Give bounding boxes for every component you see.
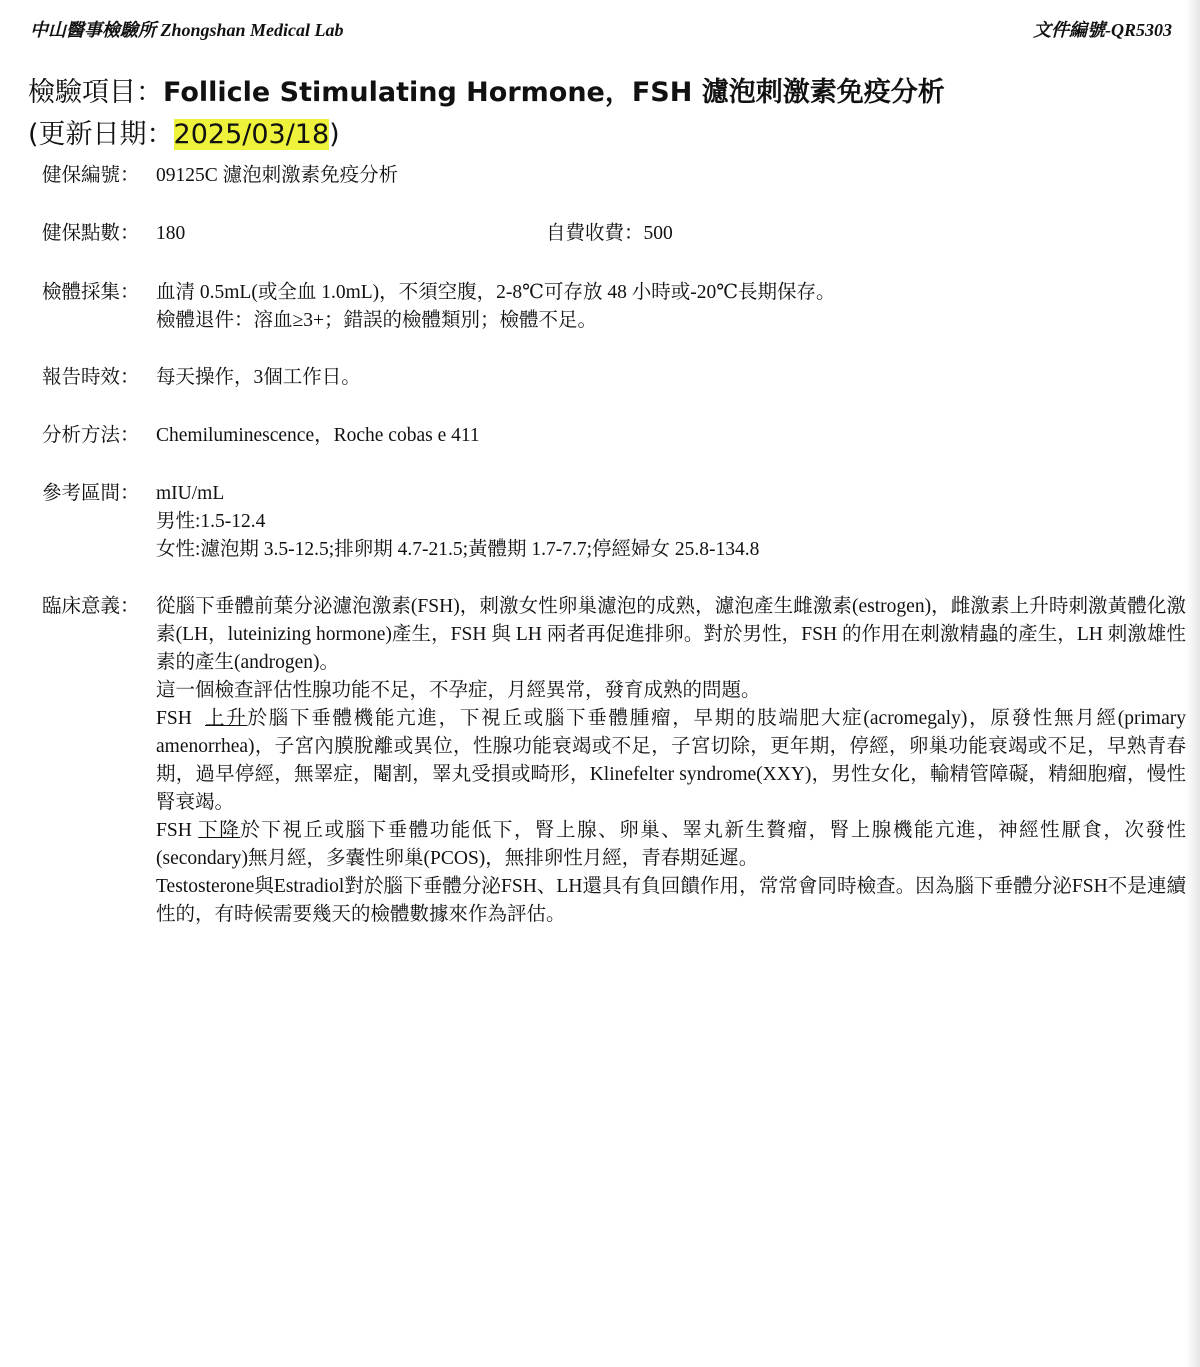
update-date-line [28, 112, 340, 151]
increase-keyword: 上升 [205, 708, 248, 729]
field-method [42, 422, 1186, 450]
field-clinical-significance [42, 593, 1186, 929]
clinical-paragraph-5: Testosterone與Estradiol對於腦下垂體分泌FSH、LH還具有負回饋作用，常常會同時檢查。因為腦下垂體分泌FSH不是連續性的，有時候需要幾天的檢體數據來作為評估。 [156, 876, 1186, 925]
increase-text: 於腦下垂體機能亢進，下視丘或腦下垂體腫瘤，早期的肢端肥大症(acromegaly)，原發性無月經(primary amenorrhea)，子宮內膜脫離或異位，性腺功能衰竭或不足，子宮切除，更年期，停經，卵巢功能衰竭或不足，早熟青春期，過早停經，無睪症，閹割，睪丸受損或畸形，Klinefelter syndrome(XXY)，男性女化，輸精管障礙，精細胞瘤，慢性腎衰竭。 [156, 708, 1186, 813]
specimen-line: 血清 0.5mL(或全血 1.0mL)，不須空腹，2-8℃可存放 48 小時或-20℃長期保存。 [156, 282, 836, 303]
field-value: 09125C 濾泡刺激素免疫分析 [156, 165, 399, 186]
field-value [156, 220, 1186, 248]
field-label: 臨床意義： [42, 596, 140, 617]
decrease-keyword: 下降 [198, 820, 241, 841]
clinical-paragraph-2: 這一個檢查評估性腺功能不足，不孕症，月經異常，發育成熟的問題。 [156, 680, 761, 701]
clinical-paragraph-increase [156, 705, 1186, 817]
self-pay [546, 220, 673, 248]
clinical-paragraph-decrease [156, 817, 1186, 873]
reference-female: 女性:濾泡期 3.5-12.5;排卵期 4.7-21.5;黃體期 1.7-7.7;停經婦女 25.8-134.8 [156, 539, 760, 560]
self-pay-label: 自費收費： [546, 223, 644, 244]
update-suffix: ) [329, 119, 340, 150]
field-value [156, 480, 1186, 564]
decrease-text: 於下視丘或腦下垂體功能低下，腎上腺、卵巢、睪丸新生贅瘤，腎上腺機能亢進，神經性厭食，次發性(secondary)無月經，多囊性卵巢(PCOS)，無排卵性月經，青春期延遲。 [156, 820, 1186, 869]
clinical-paragraph-1: 從腦下垂體前葉分泌濾泡激素(FSH)，刺激女性卵巢濾泡的成熟，濾泡產生雌激素(estrogen)，雌激素上升時刺激黃體化激素(LH，luteinizing hormone)產生，FSH 與 LH 兩者再促進排卵。對於男性，FSH 的作用在刺激精蟲的產生，LH 刺激雄性素的產生(androgen)。 [156, 596, 1186, 673]
title-prefix: 檢驗項目： [28, 77, 163, 108]
field-value [156, 279, 1186, 335]
field-value: 每天操作，3個工作日。 [156, 367, 361, 388]
field-label: 健保編號： [42, 165, 140, 186]
test-name: Follicle Stimulating Hormone，FSH 濾泡刺激素免疫分析 [163, 77, 945, 108]
field-reference-range [42, 480, 1186, 564]
field-report-time [42, 364, 1186, 392]
field-label: 參考區間： [42, 483, 140, 504]
page-edge-shadow [1186, 0, 1200, 1367]
increase-prefix: FSH [156, 708, 205, 729]
field-label: 分析方法： [42, 425, 140, 446]
reference-unit: mIU/mL [156, 483, 225, 504]
field-specimen [42, 279, 1186, 335]
field-label: 檢體採集： [42, 282, 140, 303]
field-value [156, 593, 1186, 929]
page-title [28, 70, 945, 109]
decrease-prefix: FSH [156, 820, 199, 841]
field-nhi-points [42, 220, 1186, 248]
field-label: 報告時效： [42, 367, 140, 388]
field-label: 健保點數： [42, 223, 140, 244]
page-header [30, 16, 1172, 42]
field-value: Chemiluminescence，Roche cobas e 411 [156, 425, 480, 446]
update-prefix: (更新日期： [28, 119, 174, 150]
self-pay-value: 500 [643, 223, 673, 244]
specimen-reject-line: 檢體退件：溶血≥3+；錯誤的檢體類別；檢體不足。 [156, 310, 597, 331]
nhi-points-value: 180 [156, 223, 186, 244]
document-number: 文件編號-QR5303 [1033, 20, 1172, 40]
update-date: 2025/03/18 [173, 119, 330, 150]
field-nhi-code [42, 162, 1186, 190]
reference-male: 男性:1.5-12.4 [156, 511, 266, 532]
lab-name: 中山醫事檢驗所 Zhongshan Medical Lab [30, 20, 344, 40]
